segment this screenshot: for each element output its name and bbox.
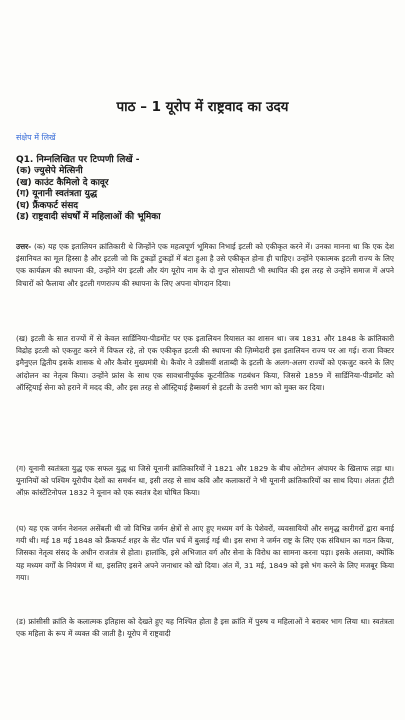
page-title: पाठ – 1 यूरोप में राष्ट्रवाद का उदय xyxy=(116,99,289,115)
section-label: संक्षेप में लिखें xyxy=(16,133,56,142)
question-item-gha: (घ) फ्रैंकफर्ट संसद xyxy=(16,200,79,211)
answer-paragraph-kha: (ख) इटली के सात राज्यों में से केवल सार्डिनिया-पीडमोंट पर एक इतालियन रियासत का शासन था। जब 1831 और 1848 के क्रांतिकारी विद्रोह इटली को एकजुट करने में विफल रहे, तो एक एकीकृत इटली की स्थापना की ज़िम्मेदारी इस इतालियन राज्य पर आ गई। राजा विक्टर इमैनुएल द्वितीय इसके शासक थे और कैवोर मुख्यमंत्री थे। कैवोर ने उन्नीसवीं शताब्दी के इटली के अलग-अलग राज्यों को एकजुट करने के लिए आंदोलन का नेतृत्व किया। उन्होंने फ्रांस के साथ एक सावधानीपूर्वक कूटनीतिक गठबंधन किया, जिससे 1859 में सार्डिनिया-पीडमोंट को ऑस्ट्रियाई सेना को हराने में मदद की, और इस तरह से ऑस्ट्रियाई हैब्सबर्ग से इटली के उत्तरी भाग को मुक्त कर दिया। xyxy=(16,334,394,392)
question-block xyxy=(16,154,396,224)
answer-paragraph-ka xyxy=(16,241,394,317)
question-item-da: (ड) राष्ट्रवादी संघर्षों में महिलाओं की भूमिका xyxy=(16,212,161,222)
answer-paragraph-da: (ड) फ्रांसीसी क्रांति के कलात्मक इतिहास को देखते हुए यह निश्चित होता है इस क्रांति में पुरुष व महिलाओं ने बराबर भाग लिया था। स्वतंत्रता एक महिला के रूप में व्यक्त की जाती है। यूरोप में राष्ट्रवादी xyxy=(16,617,394,639)
question-heading: Q1. निम्नलिखित पर टिप्पणी लिखें - xyxy=(16,155,140,165)
answer-paragraph-gha: (घ) यह एक जर्मन नेशनल असेंबली थी जो विभिन्न जर्मन क्षेत्रों से आए हुए मध्यम वर्ग के पेशेवरों, व्यवसायियों और समृद्ध कारीगरों द्वारा बनाई गयी थी। मई 18 मई 1848 को फ्रैंकफर्ट शहर के सेंट पॉल चर्च में बुलाई गई थी। इस सभा ने जर्मन राष्ट्र के लिए एक संविधान का गठन किया, जिसका नेतृत्व संसद के अधीन राजतंत्र से होता। हालांकि, इसे अभिजात वर्ग और सेना के विरोध का सामना करना पड़ा। इसके अलावा, क्योंकि यह मध्यम वर्गों के नियंत्रण में था, इसलिए इसने अपने जनाधार को खो दिया। अंत में, 31 मई, 1849 को इसे भंग करने के लिए मजबूर किया गया। xyxy=(16,524,394,582)
answer-paragraph-ga: (ग) यूनानी स्वतंत्रता युद्ध एक सफल युद्ध था जिसे यूनानी क्रांतिकारियों ने 1821 और 1829 के बीच ओटोमन अंपायर के खिलाफ लड़ा था। यूनानियों को पश्चिम यूरोपीय देशों का समर्थन था, इसी तरह से साथ कवि और कलाकारों ने भी यूनानी क्रांतिकारियों का साथ दिया। अंततः ट्रीटी ऑफ़ कांस्टेंटिनोपल 1832 ने यूनान को एक स्वतंत्र देश घोषित किया। xyxy=(16,464,394,498)
question-item-kha: (ख) काउंट कैमिलो दे कावूर xyxy=(16,177,109,188)
answer-lead: उत्तर- xyxy=(16,242,32,251)
answer-text-ka: (क) यह एक इतालियन क्रांतिकारी थे जिन्होंने एक महत्वपूर्ण भूमिका निभाई इटली को एकीकृत करने में। उनका मानना था कि एक देश इंसानियत का मूल हिस्सा है और इटली जो कि टुकड़ों टुकड़ों में बंटा हुआ है उसे एकीकृत होना ही चाहिए। उन्होंने एकात्मक इटली राज्य के लिए एक कार्यक्रम की स्थापना की, उन्होंने यंग इटली और यंग यूरोप नाम के दो गुप्त सोसायटी भी स्थापित की इस तरह से उन्होंने समाज में अपने विचारों को फैलाया और इटली गणराज्य की स्थापना के लिए अपना योगदान दिया। xyxy=(16,242,394,288)
question-item-ka: (क) ज्युसेपे मेत्सिनी xyxy=(16,166,83,176)
question-item-ga: (ग) यूनानी स्वतंत्रता युद्ध xyxy=(16,189,98,199)
